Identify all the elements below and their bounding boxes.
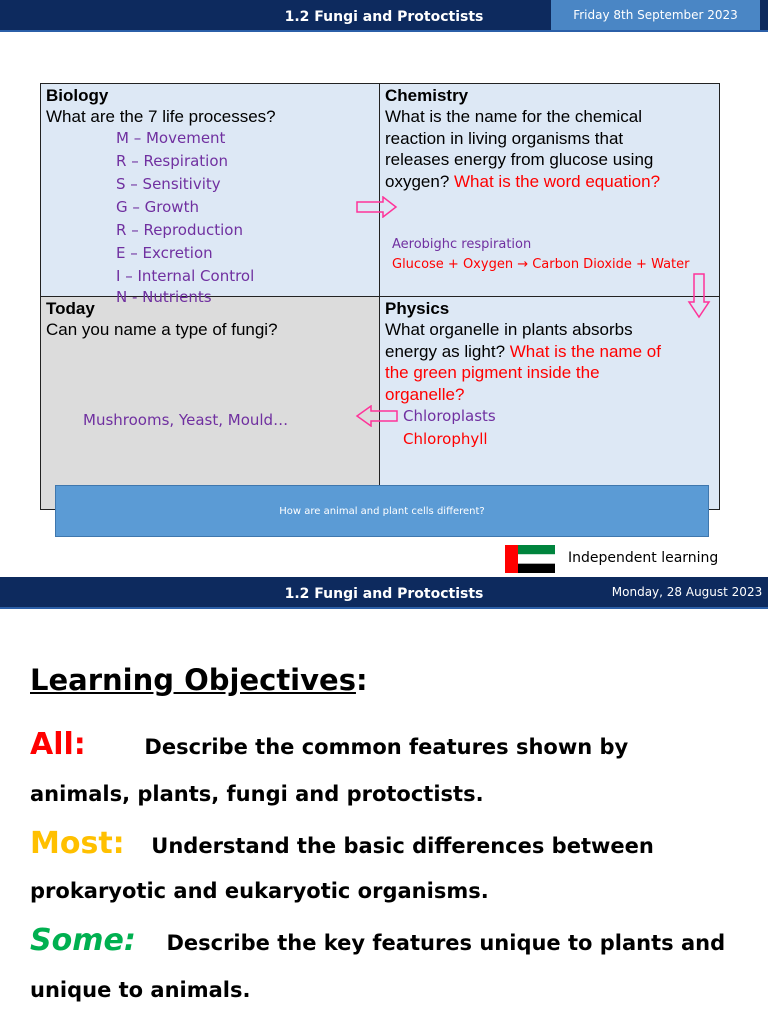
physics-question-text: energy as light? [385,341,506,361]
physics-answer-organelle: Chloroplasts [403,407,496,425]
chemistry-answer: Aerobighc respiration [392,237,532,252]
biology-quadrant [41,84,380,297]
objective-most [30,826,654,861]
objective-all-text: Describe the common features shown by [144,735,629,759]
chemistry-question [385,106,717,192]
list-item: G – Growth [116,198,199,216]
today-answer: Mushrooms, Yeast, Mould… [83,411,289,429]
arrow-down-icon [687,273,711,319]
second-header-date: Monday, 28 August 2023 [611,585,763,599]
biology-heading: Biology [46,86,109,105]
list-item: R – Reproduction [116,221,243,239]
chemistry-question-line: reaction in living organisms that [385,128,624,148]
learning-objectives-title-colon: : [355,663,368,697]
second-header-title: 1.2 Fungi and Protoctists [284,586,484,602]
today-question: Can you name a type of fungi? [46,320,278,339]
objective-some-text: Describe the key features unique to plants and [166,931,726,955]
list-item: R – Respiration [116,152,229,170]
independent-learning-label: Independent learning [568,550,719,566]
objective-all-label: All: [30,727,86,762]
chemistry-question-line: releases energy from glucose using [385,150,654,169]
biology-question: What are the 7 life processes? [46,107,276,126]
objective-all-continued: animals, plants, fungi and protoctists. [30,782,484,806]
second-header-bar [0,577,768,609]
chemistry-quadrant [380,84,719,297]
chemistry-question-line: What is the name for the chemical [385,107,643,126]
physics-question-line: What organelle in plants absorbs [385,320,633,339]
chemistry-heading: Chemistry [385,86,469,105]
physics-heading: Physics [385,299,450,318]
physics-quadrant [380,297,719,509]
objective-most-continued: prokaryotic and eukaryotic organisms. [30,879,489,903]
today-heading: Today [46,299,95,318]
chemistry-question-text: oxygen? [385,171,450,191]
objective-most-text: Understand the basic differences between [151,834,654,858]
learning-objectives-title [30,663,368,697]
top-header-date: Friday 8th September 2023 [551,0,760,30]
objective-some [30,923,725,958]
life-processes-list [116,127,254,288]
list-item: E – Excretion [116,244,213,262]
top-header-bar [0,0,768,32]
top-header-title: 1.2 Fungi and Protoctists [284,9,484,25]
word-equation: Glucose + Oxygen → Carbon Dioxide + Water [392,257,690,272]
list-item: M – Movement [116,129,226,147]
list-item: N - Nutrients [116,288,212,306]
physics-question-line [385,341,717,363]
objective-all [30,727,628,762]
uae-flag-icon [505,545,555,573]
arrow-right-icon [355,196,399,218]
arrow-left-icon [355,405,399,427]
footer-prompt-box: How are animal and plant cells different? [55,485,709,537]
physics-question-red: the green pigment inside the [385,363,600,382]
list-item: I – Internal Control [116,267,255,285]
objective-some-continued: unique to animals. [30,978,251,1002]
list-item: S – Sensitivity [116,175,221,193]
today-quadrant [41,297,380,509]
objective-most-label: Most: [30,826,125,861]
physics-question-red: organelle? [385,384,465,404]
objective-some-label: Some: [30,923,136,958]
chemistry-question-line [385,171,717,193]
starter-grid [40,83,720,510]
physics-answer-pigment: Chlorophyll [403,430,488,448]
physics-question [385,319,717,405]
physics-question-red: What is the name of [509,341,661,361]
chemistry-question-red: What is the word equation? [454,171,661,191]
learning-objectives-title-text: Learning Objectives [30,663,356,697]
